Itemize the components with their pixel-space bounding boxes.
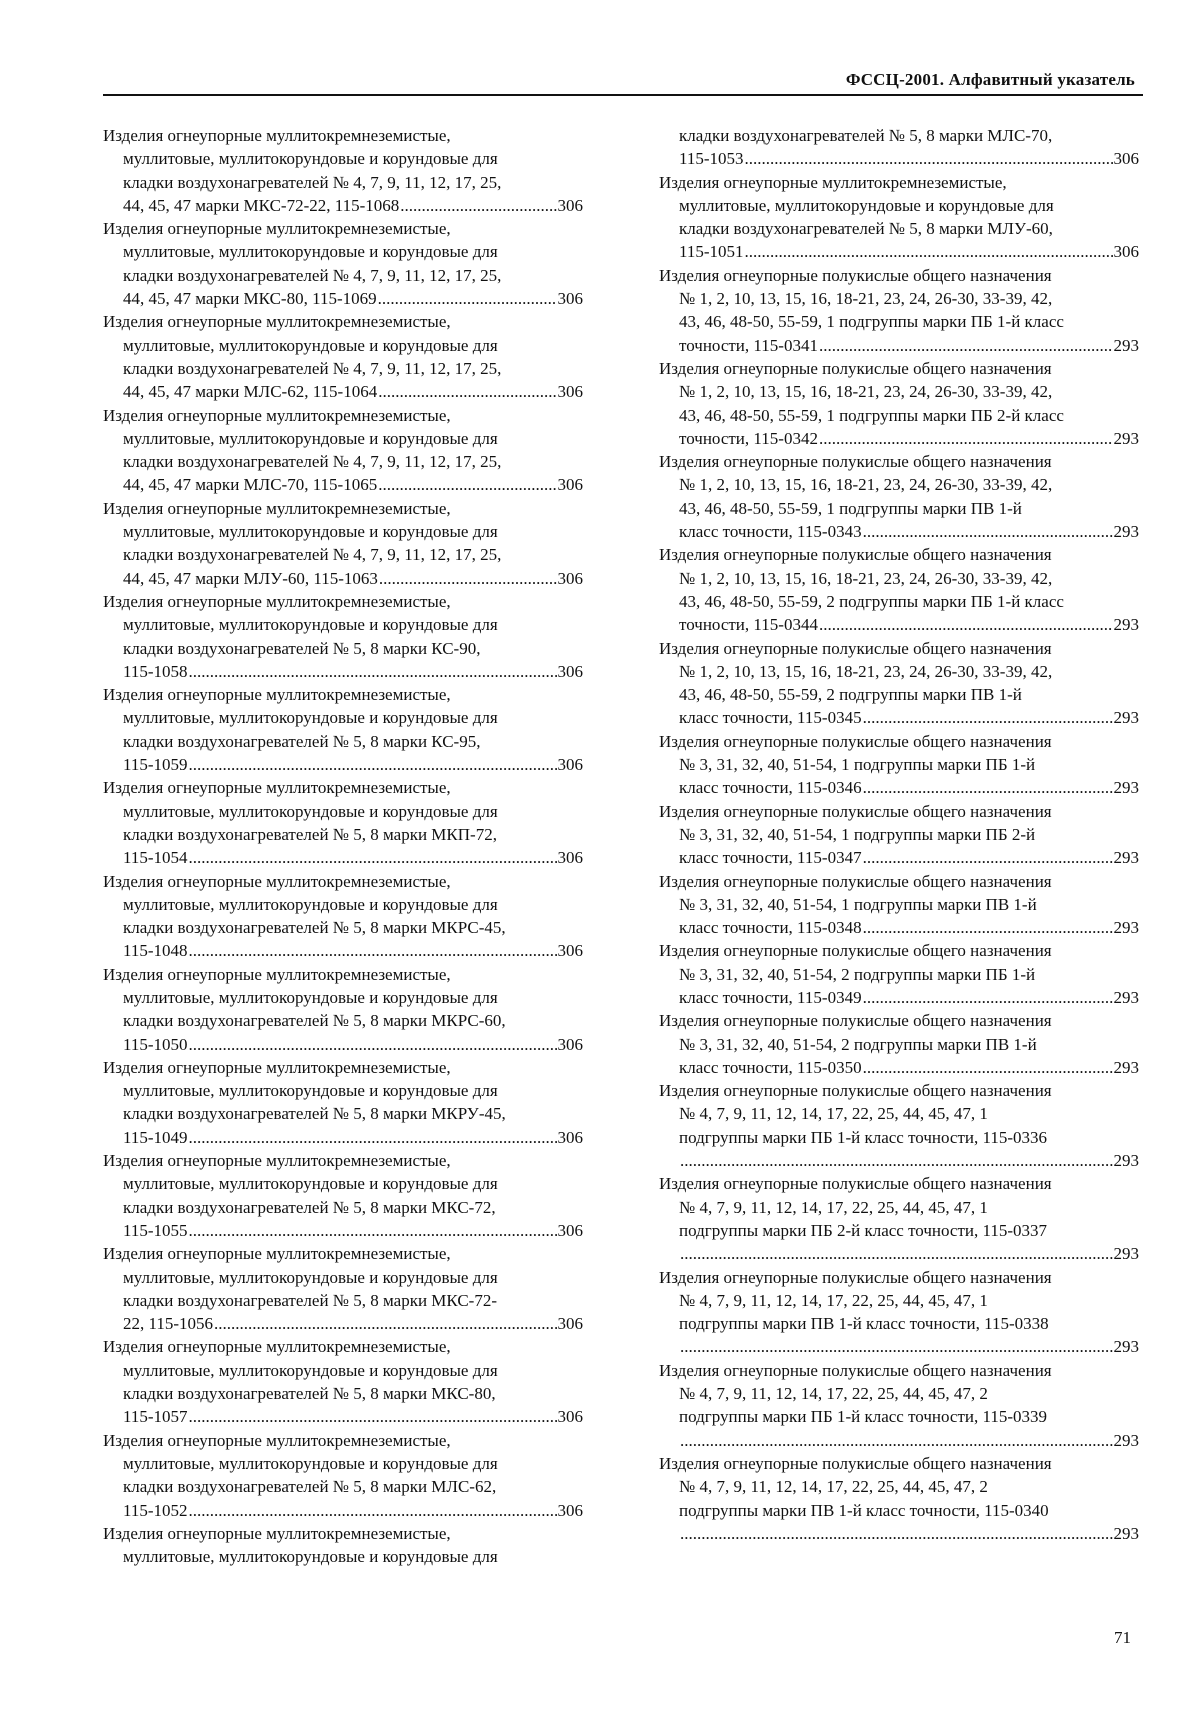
entry-reference-line	[659, 334, 1139, 357]
entry-code: 115-1050	[123, 1034, 188, 1054]
entry-page-ref: 293	[1113, 1430, 1139, 1450]
entry-continuation-line: № 1, 2, 10, 13, 15, 16, 18-21, 23, 24, 26-30, 33-39, 42,	[679, 289, 1053, 309]
index-entry	[103, 1335, 583, 1428]
dot-leader	[400, 194, 556, 217]
dot-leader	[863, 1056, 1113, 1079]
entry-page-ref: 306	[557, 755, 583, 775]
entry-reference-line	[659, 1056, 1139, 1079]
entry-continuation-line: подгруппы марки ПВ 1-й класс точности, 115-0338	[679, 1314, 1049, 1334]
index-entry	[659, 1172, 1139, 1265]
entry-reference-line	[659, 1242, 1139, 1265]
dot-leader	[214, 1312, 556, 1335]
entry-code: 115-1048	[123, 941, 188, 961]
entry-reference-line	[103, 473, 583, 496]
index-entry	[659, 637, 1139, 730]
entry-continuation-line: кладки воздухонагревателей № 5, 8 марки МКС-80,	[123, 1384, 496, 1404]
entry-continuation-line: кладки воздухонагревателей № 5, 8 марки МКРС-45,	[123, 918, 506, 938]
entry-page-ref: 306	[557, 661, 583, 681]
entry-page-ref: 306	[557, 568, 583, 588]
dot-leader	[863, 776, 1113, 799]
entry-continuation-line: кладки воздухонагревателей № 4, 7, 9, 11, 12, 17, 25,	[123, 452, 502, 472]
index-entry	[659, 124, 1139, 171]
entry-code: 115-1058	[123, 661, 188, 681]
entry-code: 115-1059	[123, 755, 188, 775]
entry-page-ref: 306	[557, 195, 583, 215]
entry-page-ref: 293	[1113, 1057, 1139, 1077]
entry-reference-line	[659, 520, 1139, 543]
dot-leader	[189, 1405, 557, 1428]
entry-reference-line	[659, 147, 1139, 170]
dot-leader	[189, 939, 557, 962]
entry-code: класс точности, 115-0345	[679, 708, 862, 728]
entry-page-ref: 293	[1113, 918, 1139, 938]
index-entry	[659, 264, 1139, 357]
entry-continuation-line: № 3, 31, 32, 40, 51-54, 2 подгруппы марки ПБ 1-й	[679, 964, 1036, 984]
entry-heading-line: Изделия огнеупорные полукислые общего назначения	[659, 1174, 1052, 1194]
index-entry	[103, 404, 583, 497]
entry-continuation-line: подгруппы марки ПБ 1-й класс точности, 115-0336	[679, 1127, 1048, 1147]
entry-page-ref: 306	[557, 1220, 583, 1240]
entry-continuation-line: муллитовые, муллитокорундовые и корундовые для	[123, 149, 498, 169]
entry-page-ref: 293	[1113, 987, 1139, 1007]
entry-code: класс точности, 115-0346	[679, 778, 862, 798]
entry-reference-line	[659, 706, 1139, 729]
entry-reference-line	[659, 916, 1139, 939]
running-title: ФССЦ-2001. Алфавитный указатель	[845, 70, 1135, 89]
entry-code: 44, 45, 47 марки МКС-80, 115-1069	[123, 289, 377, 309]
entry-continuation-line: подгруппы марки ПБ 1-й класс точности, 115-0339	[679, 1407, 1048, 1427]
entry-heading-line: Изделия огнеупорные полукислые общего назначения	[659, 545, 1052, 565]
entry-continuation-line: кладки воздухонагревателей № 5, 8 марки МЛС-62,	[123, 1477, 497, 1497]
dot-leader	[189, 1219, 557, 1242]
entry-heading-line: Изделия огнеупорные муллитокремнеземистые,	[103, 1151, 451, 1171]
entry-page-ref: 293	[1113, 615, 1139, 635]
dot-leader	[189, 1499, 557, 1522]
entry-heading-line: Изделия огнеупорные полукислые общего назначения	[659, 731, 1052, 751]
index-entry	[659, 730, 1139, 800]
entry-continuation-line: кладки воздухонагревателей № 5, 8 марки МКС-72,	[123, 1197, 496, 1217]
entry-heading-line: Изделия огнеупорные муллитокремнеземистые,	[103, 126, 451, 145]
page-number: 71	[1114, 1628, 1131, 1647]
index-entry	[659, 1266, 1139, 1359]
entry-continuation-line: кладки воздухонагревателей № 5, 8 марки МЛС-70,	[679, 126, 1053, 145]
entry-reference-line	[103, 1033, 583, 1056]
entry-heading-line: Изделия огнеупорные муллитокремнеземистые,	[103, 778, 451, 798]
entry-code: класс точности, 115-0347	[679, 848, 862, 868]
entry-code: точности, 115-0341	[679, 335, 818, 355]
entry-continuation-line: кладки воздухонагревателей № 5, 8 марки МКП-72,	[123, 824, 497, 844]
entry-continuation-line: муллитовые, муллитокорундовые и корундовые для	[123, 1360, 498, 1380]
entry-reference-line	[659, 1429, 1139, 1452]
index-entry	[103, 1429, 583, 1522]
index-entry	[103, 1242, 583, 1335]
entry-page-ref: 306	[557, 1314, 583, 1334]
index-entry	[103, 1149, 583, 1242]
entry-heading-line: Изделия огнеупорные полукислые общего назначения	[659, 1011, 1052, 1031]
dot-leader	[379, 567, 557, 590]
entry-heading-line: Изделия огнеупорные полукислые общего назначения	[659, 801, 1052, 821]
entry-heading-line: Изделия огнеупорные муллитокремнеземистые,	[103, 1430, 451, 1450]
entry-continuation-line: муллитовые, муллитокорундовые и корундовые для	[123, 987, 498, 1007]
entry-code: 22, 115-1056	[123, 1314, 214, 1334]
dot-leader	[680, 1242, 1113, 1265]
entry-reference-line	[103, 939, 583, 962]
entry-continuation-line: № 1, 2, 10, 13, 15, 16, 18-21, 23, 24, 26-30, 33-39, 42,	[679, 568, 1053, 588]
entry-reference-line	[103, 1405, 583, 1428]
entry-heading-line: Изделия огнеупорные муллитокремнеземистые,	[103, 1523, 451, 1543]
entry-page-ref: 293	[1113, 522, 1139, 542]
index-entry	[103, 590, 583, 683]
index-column-right	[659, 124, 1139, 1545]
dot-leader	[378, 473, 556, 496]
entry-continuation-line: № 4, 7, 9, 11, 12, 14, 17, 22, 25, 44, 45, 47, 1	[679, 1197, 988, 1217]
dot-leader	[189, 753, 557, 776]
entry-heading-line: Изделия огнеупорные муллитокремнеземистые,	[659, 172, 1007, 192]
entry-heading-line: Изделия огнеупорные муллитокремнеземистые,	[103, 964, 451, 984]
entry-continuation-line: муллитовые, муллитокорундовые и корундовые для	[123, 1453, 498, 1473]
index-entry	[659, 171, 1139, 264]
entry-page-ref: 306	[557, 1034, 583, 1054]
entry-code: 44, 45, 47 марки МЛУ-60, 115-1063	[123, 568, 378, 588]
entry-page-ref: 293	[1113, 1337, 1139, 1357]
entry-continuation-line: муллитовые, муллитокорундовые и корундовые для	[123, 1081, 498, 1101]
entry-continuation-line: муллитовые, муллитокорундовые и корундовые для	[123, 1547, 498, 1567]
entry-page-ref: 293	[1113, 1523, 1139, 1543]
entry-heading-line: Изделия огнеупорные полукислые общего назначения	[659, 358, 1052, 378]
index-entry	[103, 1056, 583, 1149]
dot-leader	[680, 1522, 1113, 1545]
index-entry	[659, 1079, 1139, 1172]
entry-page-ref: 293	[1113, 428, 1139, 448]
index-entry	[659, 357, 1139, 450]
entry-continuation-line: № 3, 31, 32, 40, 51-54, 1 подгруппы марки ПБ 1-й	[679, 755, 1036, 775]
entry-heading-line: Изделия огнеупорные муллитокремнеземистые,	[103, 405, 451, 425]
entry-page-ref: 306	[557, 382, 583, 402]
entry-code: класс точности, 115-0349	[679, 987, 862, 1007]
entry-reference-line	[103, 1499, 583, 1522]
entry-continuation-line: № 4, 7, 9, 11, 12, 14, 17, 22, 25, 44, 45, 47, 2	[679, 1384, 988, 1404]
entry-continuation-line: кладки воздухонагревателей № 5, 8 марки КС-95,	[123, 731, 481, 751]
entry-page-ref: 293	[1113, 778, 1139, 798]
entry-reference-line	[659, 986, 1139, 1009]
entry-heading-line: Изделия огнеупорные муллитокремнеземистые,	[103, 685, 451, 705]
entry-code: 115-1055	[123, 1220, 188, 1240]
entry-reference-line	[659, 240, 1139, 263]
entry-continuation-line: кладки воздухонагревателей № 5, 8 марки МЛУ-60,	[679, 219, 1053, 239]
entry-continuation-line: подгруппы марки ПБ 2-й класс точности, 115-0337	[679, 1220, 1048, 1240]
index-entry	[659, 939, 1139, 1009]
index-entry	[103, 497, 583, 590]
entry-heading-line: Изделия огнеупорные полукислые общего назначения	[659, 452, 1052, 472]
index-entry	[659, 1359, 1139, 1452]
entry-continuation-line: № 4, 7, 9, 11, 12, 14, 17, 22, 25, 44, 45, 47, 1	[679, 1104, 988, 1124]
entry-code: 115-1052	[123, 1500, 188, 1520]
index-entry	[103, 776, 583, 869]
dot-leader	[819, 427, 1113, 450]
entry-continuation-line: муллитовые, муллитокорундовые и корундовые для	[123, 522, 498, 542]
entry-continuation-line: кладки воздухонагревателей № 5, 8 марки КС-90,	[123, 638, 481, 658]
entry-continuation-line: 43, 46, 48-50, 55-59, 1 подгруппы марки ПВ 1-й	[679, 498, 1022, 518]
entry-reference-line	[103, 194, 583, 217]
index-column-left	[103, 124, 583, 1568]
entry-continuation-line: № 4, 7, 9, 11, 12, 14, 17, 22, 25, 44, 45, 47, 2	[679, 1477, 988, 1497]
entry-heading-line: Изделия огнеупорные муллитокремнеземистые,	[103, 498, 451, 518]
entry-code: класс точности, 115-0350	[679, 1057, 862, 1077]
entry-page-ref: 293	[1113, 1151, 1139, 1171]
entry-reference-line	[103, 1219, 583, 1242]
entry-heading-line: Изделия огнеупорные полукислые общего назначения	[659, 1453, 1052, 1473]
entry-continuation-line: кладки воздухонагревателей № 4, 7, 9, 11, 12, 17, 25,	[123, 545, 502, 565]
entry-continuation-line: 43, 46, 48-50, 55-59, 1 подгруппы марки ПБ 1-й класс	[679, 312, 1064, 332]
dot-leader	[189, 1126, 557, 1149]
entry-heading-line: Изделия огнеупорные полукислые общего назначения	[659, 1081, 1052, 1101]
dot-leader	[819, 334, 1113, 357]
dot-leader	[863, 706, 1113, 729]
entry-page-ref: 306	[557, 475, 583, 495]
entry-code: 44, 45, 47 марки МЛС-62, 115-1064	[123, 382, 378, 402]
entry-reference-line	[659, 776, 1139, 799]
entry-reference-line	[659, 1522, 1139, 1545]
entry-page-ref: 306	[557, 1500, 583, 1520]
entry-code: класс точности, 115-0343	[679, 522, 862, 542]
dot-leader	[189, 1033, 557, 1056]
entry-reference-line	[103, 846, 583, 869]
entry-continuation-line: 43, 46, 48-50, 55-59, 1 подгруппы марки ПБ 2-й класс	[679, 405, 1064, 425]
entry-code: 115-1051	[679, 242, 744, 262]
dot-leader	[863, 520, 1113, 543]
entry-continuation-line: муллитовые, муллитокорундовые и корундовые для	[123, 615, 498, 635]
entry-heading-line: Изделия огнеупорные полукислые общего назначения	[659, 871, 1052, 891]
dot-leader	[863, 986, 1113, 1009]
entry-continuation-line: муллитовые, муллитокорундовые и корундовые для	[123, 335, 498, 355]
page-header	[103, 66, 1143, 96]
entry-heading-line: Изделия огнеупорные полукислые общего назначения	[659, 1360, 1052, 1380]
entry-page-ref: 306	[557, 1407, 583, 1427]
index-entry	[103, 310, 583, 403]
entry-continuation-line: 43, 46, 48-50, 55-59, 2 подгруппы марки ПВ 1-й	[679, 685, 1022, 705]
entry-code: 44, 45, 47 марки МЛС-70, 115-1065	[123, 475, 378, 495]
index-entry	[659, 1452, 1139, 1545]
entry-page-ref: 306	[557, 848, 583, 868]
index-entry	[103, 870, 583, 963]
entry-continuation-line: кладки воздухонагревателей № 5, 8 марки МКРУ-45,	[123, 1104, 506, 1124]
entry-page-ref: 293	[1113, 335, 1139, 355]
entry-continuation-line: подгруппы марки ПВ 1-й класс точности, 115-0340	[679, 1500, 1049, 1520]
index-entry	[103, 963, 583, 1056]
entry-heading-line: Изделия огнеупорные муллитокремнеземистые,	[103, 591, 451, 611]
dot-leader	[680, 1149, 1113, 1172]
entry-continuation-line: кладки воздухонагревателей № 4, 7, 9, 11, 12, 17, 25,	[123, 172, 502, 192]
entry-continuation-line: № 1, 2, 10, 13, 15, 16, 18-21, 23, 24, 26-30, 33-39, 42,	[679, 475, 1053, 495]
dot-leader	[863, 916, 1113, 939]
entry-page-ref: 306	[557, 1127, 583, 1147]
dot-leader	[378, 380, 556, 403]
entry-reference-line	[659, 846, 1139, 869]
entry-heading-line: Изделия огнеупорные муллитокремнеземистые,	[103, 1244, 451, 1264]
index-entry	[103, 217, 583, 310]
entry-reference-line	[659, 427, 1139, 450]
entry-reference-line	[103, 753, 583, 776]
entry-heading-line: Изделия огнеупорные муллитокремнеземистые,	[103, 1057, 451, 1077]
entry-code: 115-1049	[123, 1127, 188, 1147]
entry-code: 115-1054	[123, 848, 188, 868]
entry-reference-line	[103, 660, 583, 683]
entry-continuation-line: муллитовые, муллитокорундовые и корундовые для	[679, 195, 1054, 215]
entry-page-ref: 306	[1113, 149, 1139, 169]
entry-page-ref: 306	[1113, 242, 1139, 262]
entry-continuation-line: муллитовые, муллитокорундовые и корундовые для	[123, 801, 498, 821]
entry-continuation-line: № 4, 7, 9, 11, 12, 14, 17, 22, 25, 44, 45, 47, 1	[679, 1290, 988, 1310]
index-entry	[659, 1009, 1139, 1079]
entry-heading-line: Изделия огнеупорные муллитокремнеземистые,	[103, 871, 451, 891]
entry-continuation-line: кладки воздухонагревателей № 5, 8 марки МКС-72-	[123, 1290, 497, 1310]
entry-page-ref: 306	[557, 289, 583, 309]
entry-continuation-line: муллитовые, муллитокорундовые и корундовые для	[123, 428, 498, 448]
dot-leader	[680, 1335, 1113, 1358]
entry-reference-line	[659, 1335, 1139, 1358]
entry-heading-line: Изделия огнеупорные полукислые общего назначения	[659, 638, 1052, 658]
index-entry	[659, 870, 1139, 940]
index-entry	[103, 124, 583, 217]
entry-continuation-line: муллитовые, муллитокорундовые и корундовые для	[123, 1267, 498, 1287]
entry-reference-line	[659, 1149, 1139, 1172]
dot-leader	[680, 1429, 1113, 1452]
dot-leader	[378, 287, 557, 310]
index-entry	[103, 1522, 583, 1569]
entry-continuation-line: № 3, 31, 32, 40, 51-54, 1 подгруппы марки ПБ 2-й	[679, 824, 1036, 844]
dot-leader	[189, 846, 557, 869]
entry-continuation-line: № 3, 31, 32, 40, 51-54, 2 подгруппы марки ПВ 1-й	[679, 1034, 1037, 1054]
entry-continuation-line: муллитовые, муллитокорундовые и корундовые для	[123, 1174, 498, 1194]
entry-reference-line	[103, 567, 583, 590]
dot-leader	[189, 660, 557, 683]
entry-heading-line: Изделия огнеупорные муллитокремнеземистые,	[103, 219, 451, 239]
entry-code: класс точности, 115-0348	[679, 918, 862, 938]
index-entry	[659, 543, 1139, 636]
entry-continuation-line: кладки воздухонагревателей № 5, 8 марки МКРС-60,	[123, 1011, 506, 1031]
index-entry	[659, 800, 1139, 870]
dot-leader	[863, 846, 1113, 869]
entry-page-ref: 306	[557, 941, 583, 961]
entry-continuation-line: кладки воздухонагревателей № 4, 7, 9, 11, 12, 17, 25,	[123, 265, 502, 285]
entry-code: 115-1057	[123, 1407, 188, 1427]
entry-continuation-line: муллитовые, муллитокорундовые и корундовые для	[123, 894, 498, 914]
entry-heading-line: Изделия огнеупорные полукислые общего назначения	[659, 1267, 1052, 1287]
entry-heading-line: Изделия огнеупорные муллитокремнеземистые,	[103, 312, 451, 332]
entry-reference-line	[103, 380, 583, 403]
entry-code: точности, 115-0344	[679, 615, 818, 635]
dot-leader	[745, 240, 1113, 263]
entry-reference-line	[103, 1126, 583, 1149]
entry-heading-line: Изделия огнеупорные полукислые общего назначения	[659, 265, 1052, 285]
entry-page-ref: 293	[1113, 848, 1139, 868]
entry-continuation-line: кладки воздухонагревателей № 4, 7, 9, 11, 12, 17, 25,	[123, 358, 502, 378]
dot-leader	[819, 613, 1113, 636]
entry-continuation-line: муллитовые, муллитокорундовые и корундовые для	[123, 708, 498, 728]
index-entry	[659, 450, 1139, 543]
entry-continuation-line: муллитовые, муллитокорундовые и корундовые для	[123, 242, 498, 262]
entry-reference-line	[659, 613, 1139, 636]
entry-code: 115-1053	[679, 149, 744, 169]
entry-code: точности, 115-0342	[679, 428, 818, 448]
entry-continuation-line: № 1, 2, 10, 13, 15, 16, 18-21, 23, 24, 26-30, 33-39, 42,	[679, 661, 1053, 681]
entry-page-ref: 293	[1113, 1244, 1139, 1264]
index-entry	[103, 683, 583, 776]
entry-reference-line	[103, 1312, 583, 1335]
dot-leader	[745, 147, 1113, 170]
entry-heading-line: Изделия огнеупорные муллитокремнеземистые,	[103, 1337, 451, 1357]
entry-continuation-line: № 3, 31, 32, 40, 51-54, 1 подгруппы марки ПВ 1-й	[679, 894, 1037, 914]
entry-continuation-line: 43, 46, 48-50, 55-59, 2 подгруппы марки ПБ 1-й класс	[679, 591, 1064, 611]
entry-code: 44, 45, 47 марки МКС-72-22, 115-1068	[123, 195, 400, 215]
entry-continuation-line: № 1, 2, 10, 13, 15, 16, 18-21, 23, 24, 26-30, 33-39, 42,	[679, 382, 1053, 402]
entry-reference-line	[103, 287, 583, 310]
entry-heading-line: Изделия огнеупорные полукислые общего назначения	[659, 941, 1052, 961]
entry-page-ref: 293	[1113, 708, 1139, 728]
